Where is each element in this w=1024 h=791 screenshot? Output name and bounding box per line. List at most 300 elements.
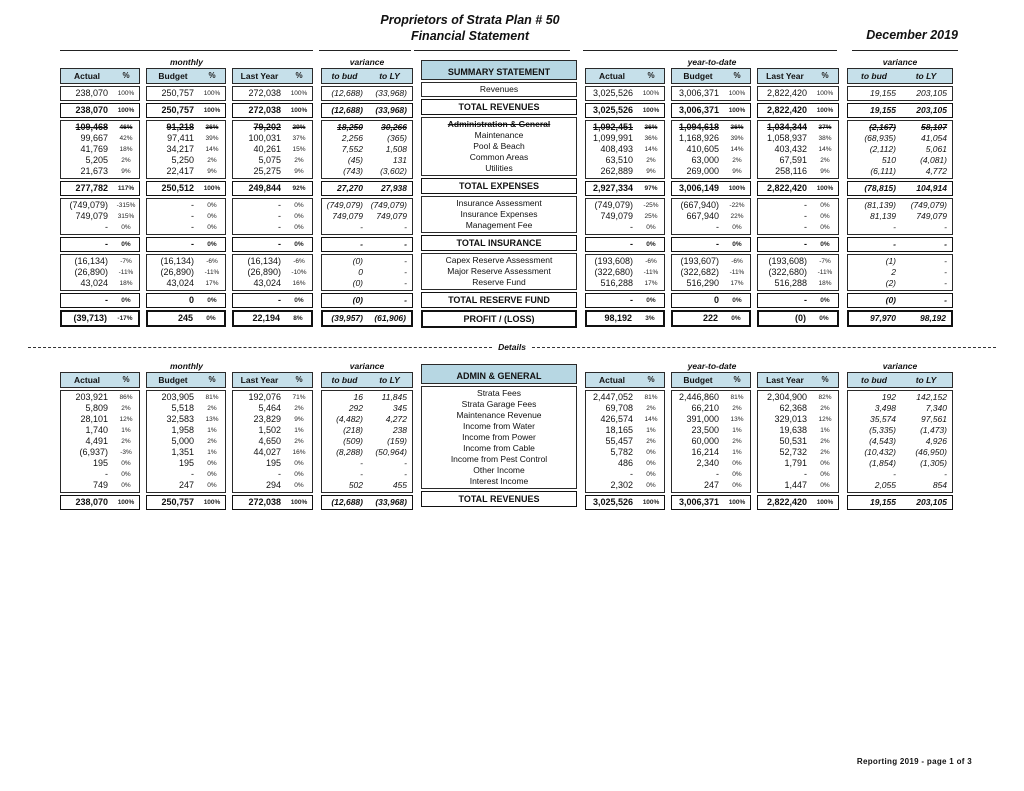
cell-variance-to-bud: 81,139 [870,211,896,221]
cell-variance-to-ly: - [404,469,407,479]
cell-variance-to-bud: (5,335) [869,425,896,435]
cell-percent: 9% [207,168,217,175]
cell-number: 2,822,420 [766,183,807,193]
table-row [758,222,838,233]
cell-variance-to-bud: (4,543) [869,436,896,446]
cell-percent: -11% [118,269,134,276]
table-row [758,200,838,211]
table-row [758,133,838,144]
table-row [672,88,750,99]
cell-percent: 14% [818,146,832,153]
table-row [233,239,312,250]
table-row [848,403,952,414]
cell-number: 250,757 [161,105,194,115]
cell-number: 203,921 [75,392,108,402]
page-footer: Reporting 2019 - page 1 of 3 [856,757,972,766]
cell-percent: 0% [207,224,217,231]
cell-percent: 0% [820,460,830,467]
table-row [848,122,952,133]
table-section-box [671,120,751,179]
table-row [848,211,952,222]
table-row [147,497,225,508]
cell-variance-to-ly: - [404,267,407,277]
cell-number: 749,079 [600,211,633,221]
table-row [147,469,225,480]
table-row [147,436,225,447]
table-row [586,144,664,155]
cell-number: - [105,295,108,305]
table-row [322,122,412,133]
cell-number: - [105,222,108,232]
cell-percent: 9% [294,416,304,423]
table-section-box [757,237,839,252]
cell-number: - [804,469,807,479]
cell-number: (16,134) [74,256,108,266]
table-row [848,183,952,194]
cell-number: 391,000 [686,414,719,424]
cell-number: 97,411 [167,133,194,143]
table-row [322,469,412,480]
cell-percent: 2% [646,157,656,164]
row-label: Other Income [473,465,525,475]
table-section-box [585,86,665,101]
group-label: variance [882,57,918,67]
table-section-box [321,254,413,291]
table-section-box [671,86,751,101]
table-section-box [757,120,839,179]
table-section-box [421,82,577,97]
cell-number: 2,302 [610,480,633,490]
cell-variance-to-bud: 35,574 [870,414,896,424]
cell-percent: 100% [816,499,834,506]
table-row [322,183,412,194]
cell-number: (26,890) [74,267,108,277]
cell-percent: 17% [730,280,744,287]
cell-percent: 0% [207,213,217,220]
table-section-box [232,390,313,493]
table-row [322,133,412,144]
cell-percent: 1% [732,427,742,434]
table-section-box [585,181,665,196]
table-row [848,166,952,177]
cell-number: 5,518 [171,403,194,413]
table-row [586,447,664,458]
cell-variance-to-ly: 4,926 [925,436,947,446]
cell-percent: 0% [820,202,830,209]
table-row [672,392,750,403]
cell-number: 1,034,344 [766,122,807,132]
table-section-box [585,198,665,235]
variance-header-row [322,374,412,386]
cell-number: 258,116 [775,166,807,176]
table-column-groups [60,372,953,512]
table-section-box [232,293,313,308]
table-section-box [146,86,226,101]
cell-percent: -6% [731,258,743,265]
table-section-box [421,196,577,233]
cell-percent: 9% [732,168,742,175]
cell-percent: 14% [644,416,658,423]
cell-number: 43,024 [253,278,281,288]
cell-percent: 0% [731,315,741,322]
table-section-box [847,237,953,252]
cell-number: - [630,239,633,249]
table-row [147,105,225,116]
table-row [322,166,412,177]
table-row [233,267,312,278]
column-header-row [233,374,312,386]
table-section-box [671,390,751,493]
column-header-label: Actual [74,71,100,81]
table-row [61,88,139,99]
cell-percent: -6% [645,258,657,265]
cell-number: 5,250 [171,155,194,165]
cell-percent: 2% [207,157,217,164]
table-row [758,105,838,116]
column-header-percent: % [647,71,655,80]
table-row [322,88,412,99]
cell-percent: 8% [293,315,303,322]
column-header-label: Last Year [240,71,279,81]
table-row [233,211,312,222]
cell-number: 238,070 [75,105,108,115]
cell-variance-to-bud: (12,688) [331,497,363,507]
table-row [672,480,750,491]
cell-percent: 2% [121,157,131,164]
cell-percent: 100% [203,185,221,192]
cell-number: 329,013 [774,414,807,424]
table-section-box [671,254,751,291]
table-row [758,166,838,177]
cell-number: (6,937) [79,447,108,457]
cell-percent: 37% [292,135,306,142]
table-section-box [757,181,839,196]
cell-number: - [804,295,807,305]
row-label: TOTAL INSURANCE [456,238,542,248]
column-group [321,372,413,512]
cell-number: 2,340 [696,458,719,468]
cell-percent: 25% [644,213,658,220]
table-row [233,166,312,177]
cell-percent: 18% [119,146,133,153]
table-section-box [146,198,226,235]
table-section-box [847,310,953,327]
cell-variance-to-ly: 11,845 [381,392,407,402]
cell-percent: 2% [820,438,830,445]
table-section-box [146,103,226,118]
cell-number: 22,417 [166,166,194,176]
table-row [586,133,664,144]
cell-number: (749,079) [594,200,633,210]
table-row [848,239,952,250]
cell-percent: 36% [644,124,658,131]
table-section-box [757,310,839,327]
cell-percent: 1% [732,449,742,456]
column-header-box [321,68,413,84]
cell-percent: 12% [818,416,832,423]
row-label: Maintenance Revenue [456,410,542,420]
table-section-box [585,254,665,291]
table-row [758,497,838,508]
table-row [586,458,664,469]
table-section-box [421,491,577,507]
table-section-box [232,254,313,291]
group-label: year-to-date [687,57,737,67]
table-row [233,105,312,116]
table-section-box [321,310,413,327]
table-section-box [671,103,751,118]
cell-variance-to-ly: - [404,295,407,305]
column-header-box [60,68,140,84]
table-row [672,403,750,414]
cell-number: - [716,239,719,249]
table-row [322,222,412,233]
table-section-box [757,254,839,291]
cell-percent: 0% [207,241,217,248]
cell-percent: 14% [644,146,658,153]
table-row [672,105,750,116]
table-row [61,425,139,436]
column-group [847,68,953,329]
table-row [233,122,312,133]
cell-variance-to-ly: - [404,222,407,232]
row-label: Utilities [485,163,513,173]
table-section-box [421,235,577,251]
table-row [758,458,838,469]
cell-percent: 12% [119,416,133,423]
cell-percent: 0% [121,460,131,467]
table-section-box [146,495,226,510]
column-header-box [421,60,577,80]
table-row [848,105,952,116]
header-rule-monthly [60,50,313,51]
cell-number: 250,757 [161,88,194,98]
table-row [147,166,225,177]
table-row [61,447,139,458]
row-label: Income from Power [462,432,536,442]
group-label: variance [349,57,385,67]
cell-percent: 100% [642,90,660,97]
cell-variance-to-ly: 749,079 [916,211,947,221]
cell-percent: 100% [728,185,746,192]
cell-number: 222 [702,313,718,323]
table-row [233,497,312,508]
cell-variance-to-ly: 98,192 [920,313,946,323]
cell-number: - [278,295,281,305]
cell-percent: 1% [646,427,656,434]
cell-number: 3,025,526 [592,497,633,507]
table-row [672,239,750,250]
table-row [848,278,952,289]
cell-variance-to-bud: 292 [348,403,363,413]
cell-number: 25,275 [253,166,281,176]
column-header-percent: % [208,375,216,384]
cell-percent: 81% [730,394,744,401]
table-row [147,144,225,155]
table-row [673,313,749,324]
table-section-box [60,237,140,252]
cell-variance-to-bud: 19,155 [870,88,896,98]
cell-number: 2,822,420 [766,497,807,507]
column-header-row [61,374,139,386]
table-row [233,458,312,469]
table-row [61,278,139,289]
cell-percent: 9% [646,168,656,175]
cell-variance-to-ly: - [404,239,407,249]
cell-variance-to-ly: (749,079) [370,200,407,210]
cell-variance-to-ly: (46,950) [915,447,947,457]
cell-number: (667,940) [680,200,719,210]
table-section-box [321,86,413,101]
cell-percent: 0% [207,460,217,467]
cell-variance-to-bud: (2,167) [869,122,896,132]
cell-number: 277,782 [75,183,108,193]
table-row [147,403,225,414]
cell-number: (322,680) [594,267,633,277]
cell-percent: -22% [729,202,745,209]
table-section-box [847,86,953,101]
cell-variance-to-ly: - [944,295,947,305]
cell-percent: 22% [730,213,744,220]
column-header-percent: % [208,71,216,80]
cell-percent: 29% [292,124,306,131]
table-row [672,183,750,194]
cell-variance-to-bud: 19,155 [870,105,896,115]
table-row [61,133,139,144]
table-section-box [847,198,953,235]
column-header-percent: % [122,375,130,384]
cell-number: - [716,469,719,479]
row-label: TOTAL REVENUES [458,494,540,504]
table-row [848,497,952,508]
cell-variance-to-ly: 5,061 [925,144,947,154]
cell-number: 192,076 [248,392,281,402]
cell-number: 1,094,618 [678,122,719,132]
row-label: Income from Water [463,421,535,431]
cell-number: (193,607) [680,256,719,266]
cell-variance-to-bud: 18,250 [337,122,363,132]
cell-percent: 0% [820,482,830,489]
column-header-box [847,68,953,84]
cell-number: 1,168,926 [678,133,719,143]
cell-variance-to-bud: (218) [343,425,363,435]
cell-percent: 1% [207,427,217,434]
cell-number: 2,822,420 [766,105,807,115]
cell-percent: 0% [294,213,304,220]
divider-dash-left [28,347,492,348]
cell-percent: 2% [732,438,742,445]
table-section-box [847,120,953,179]
cell-number: 3,006,371 [678,497,719,507]
table-section-box [585,293,665,308]
cell-percent: 2% [820,405,830,412]
cell-variance-to-ly: - [944,222,947,232]
cell-variance-to-ly: (50,964) [375,447,407,457]
cell-number: - [630,222,633,232]
cell-variance-to-ly: 30,266 [381,122,407,132]
table-row [758,469,838,480]
cell-number: 16,214 [691,447,719,457]
cell-number: 250,757 [161,497,194,507]
cell-variance-to-bud: (2) [885,278,896,288]
table-section-box [671,198,751,235]
cell-variance-to-bud: (0) [352,278,363,288]
cell-number: 32,583 [166,414,194,424]
table-section-box [232,181,313,196]
cell-number: 5,809 [85,403,108,413]
cell-percent: 0% [646,460,656,467]
table-row [758,144,838,155]
cell-percent: 0% [820,297,830,304]
cell-percent: -6% [293,258,305,265]
cell-variance-to-bud: (0) [352,295,363,305]
cell-number: - [804,222,807,232]
table-section-box [232,495,313,510]
table-row [849,313,951,324]
table-section-box [60,181,140,196]
table-row [61,458,139,469]
cell-percent: 100% [290,90,308,97]
cell-percent: -11% [817,269,833,276]
row-label: Insurance Expenses [460,209,538,219]
row-label: Reserve Fund [472,277,526,287]
cell-percent: -11% [729,269,745,276]
column-group [146,372,226,512]
cell-number: 272,038 [248,88,281,98]
cell-number: 109,468 [75,122,108,132]
cell-number: 272,038 [248,105,281,115]
cell-variance-to-bud: 97,970 [870,313,896,323]
row-label: TOTAL RESERVE FUND [448,295,550,305]
cell-percent: 0% [820,224,830,231]
cell-number: 60,000 [691,436,719,446]
table-row [147,122,225,133]
cell-percent: 0% [121,297,131,304]
cell-variance-to-ly: 4,772 [925,166,947,176]
cell-percent: 3% [645,315,655,322]
column-header-percent: % [821,71,829,80]
cell-number: 79,202 [253,122,281,132]
column-header-box [585,68,665,84]
table-row [672,133,750,144]
cell-number: 1,740 [85,425,108,435]
cell-percent: 0% [121,482,131,489]
table-row [758,88,838,99]
column-header-percent: % [821,375,829,384]
cell-number: 269,000 [686,166,719,176]
table-row [322,278,412,289]
table-row [586,469,664,480]
cell-number: 44,027 [253,447,281,457]
variance-header-to-bud: to bud [861,71,887,81]
cell-percent: 9% [820,168,830,175]
cell-variance-to-ly: 41,054 [921,133,947,143]
page-title-block [330,12,610,44]
table-row [61,392,139,403]
table-row [848,436,952,447]
cell-number: - [804,239,807,249]
cell-variance-to-bud: (0) [352,256,363,266]
cell-percent: 0% [294,202,304,209]
table-section-box [421,292,577,308]
cell-percent: 2% [732,157,742,164]
cell-variance-to-bud: 749,079 [332,211,363,221]
table-section-box [232,120,313,179]
column-header-row [586,70,664,82]
details-label: Details [498,342,526,352]
cell-number: - [804,211,807,221]
cell-percent: 0% [732,471,742,478]
